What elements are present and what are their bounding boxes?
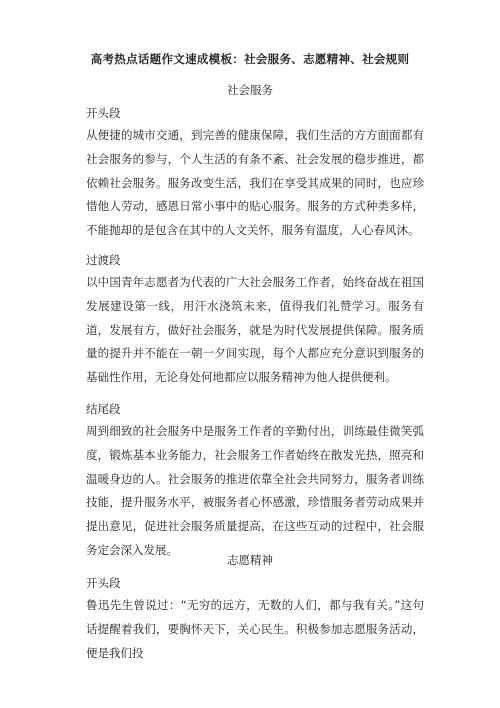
paragraph-transition: 以中国青年志愿者为代表的广大社会服务工作者，始终奋战在祖国发展建设第一线，用汗水浇筑未来，值得我们礼赞学习。服务有道，发展有方，做好社会服务，就是为时代发展提供保障。服务质量的提升并不能在一朝一夕间实现，每个人都应充分意识到服务的基础性作用，无论身处何地都应以服务精神为他人提供便利。 <box>86 275 424 385</box>
section-title-social-service: 社会服务 <box>227 83 273 97</box>
document-title: 高考热点话题作文速成模板：社会服务、志愿精神、社会规则 <box>90 52 410 66</box>
paragraph-ending: 周到细致的社会服务中是服务工作者的辛勤付出，训练最佳微笑弧度，锻炼基本业务能力，社会服务工作者始终在散发光热，照亮和温暖身边的人。社会服务的推进依靠全社会共同努力，服务者训练技能，提升服务水平，被服务者心怀感激，珍惜服务者劳动成果并提出意见，促进社会服务质量提高，在这些互动的过程中，社会服务定会深入发展。 <box>86 424 424 557</box>
heading-opening-volunteer: 开头段 <box>86 576 121 590</box>
paragraph-opening-volunteer: 鲁迅先生曾说过：“无穷的远方，无数的人们，都与我有关。”这句话提醒着我们，要胸怀天下，关心民生。积极参加志愿服务活动，便是我们投 <box>86 598 424 660</box>
heading-transition: 过渡段 <box>86 253 121 267</box>
paragraph-opening: 从便捷的城市交通，到完善的健康保障，我们生活的方方面面都有社会服务的参与，个人生活的有条不紊、社会发展的稳步推进，都依赖社会服务。服务改变生活，我们在享受其成果的同时，也应珍惜他人劳动，感恩日常小事中的贴心服务。服务的方式种类多样，不能抛却的是包含在其中的人文关怀，服务有温度，人心春风沐。 <box>86 128 424 238</box>
heading-ending: 结尾段 <box>86 402 121 416</box>
section-title-volunteer-spirit: 志愿精神 <box>227 553 273 567</box>
heading-opening: 开头段 <box>86 106 121 120</box>
